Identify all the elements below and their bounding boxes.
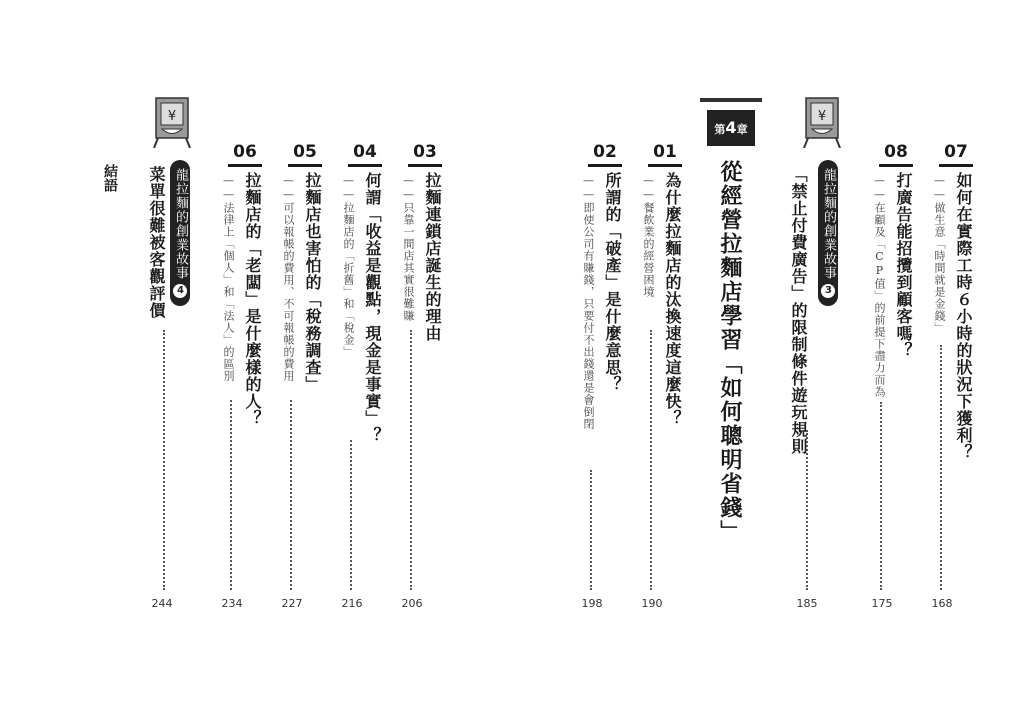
page-number: 190 bbox=[641, 597, 663, 610]
entry-title[interactable]: 何謂「收益是觀點，現金是事實」？ bbox=[363, 172, 382, 444]
entry-subtitle: ——可以報帳的費用、不可報帳的費用 bbox=[282, 174, 295, 382]
story-title[interactable]: 菜單很難被客觀評價 bbox=[147, 166, 166, 319]
story-label-pill bbox=[818, 160, 838, 306]
entry-subtitle: ——拉麵店的「折舊」和「稅金」 bbox=[342, 174, 355, 358]
entry-title[interactable]: 所謂的「破產」是什麼意思？ bbox=[603, 172, 622, 393]
entry-number: 01 bbox=[653, 142, 677, 162]
entry-subtitle: ——只靠一間店其實很難賺 bbox=[402, 174, 415, 322]
entry-rule bbox=[348, 164, 382, 167]
entry-rule bbox=[588, 164, 622, 167]
entry-title[interactable]: 拉麵店的「老闆」是什麼樣的人？ bbox=[243, 172, 262, 427]
entry-subtitle: ——即使公司有賺錢，只要付不出錢還是會倒閉 bbox=[582, 174, 595, 430]
entry-title[interactable]: 為什麼拉麵店的汰換速度這麼快？ bbox=[663, 172, 682, 427]
chapter-box bbox=[707, 110, 755, 146]
leader-dots bbox=[650, 330, 652, 590]
chapter-box-prefix: 第 bbox=[714, 123, 726, 136]
page-number: 206 bbox=[401, 597, 423, 610]
leader-dots bbox=[590, 470, 592, 590]
entry-number: 03 bbox=[413, 142, 437, 162]
leader-dots bbox=[230, 400, 232, 590]
entry-title[interactable]: 拉麵連鎖店誕生的理由 bbox=[423, 172, 442, 342]
entry-title[interactable]: 如何在實際工時６小時的狀況下獲利？ bbox=[954, 172, 973, 461]
entry-number: 07 bbox=[944, 142, 968, 162]
entry-number: 04 bbox=[353, 142, 377, 162]
entry-subtitle: ——在顧及「CP值」的前提下盡力而為 bbox=[873, 174, 886, 398]
story-label-pill bbox=[170, 160, 190, 306]
page-number: 216 bbox=[341, 597, 363, 610]
leader-dots bbox=[350, 440, 352, 590]
page-number: 185 bbox=[796, 597, 818, 610]
leader-dots bbox=[880, 402, 882, 590]
leader-dots bbox=[163, 330, 165, 590]
page-number: 168 bbox=[931, 597, 953, 610]
svg-text:¥: ¥ bbox=[167, 109, 177, 124]
story-label: 龍拉麵的創業故事 bbox=[173, 168, 188, 280]
page-number: 198 bbox=[581, 597, 603, 610]
page-number: 244 bbox=[151, 597, 173, 610]
entry-subtitle: ——做生意「時間就是金錢」 bbox=[933, 174, 946, 334]
leader-dots bbox=[940, 345, 942, 590]
entry-number: 02 bbox=[593, 142, 617, 162]
chapter-box-num: 4 bbox=[725, 118, 737, 137]
story-label: 龍拉麵的創業故事 bbox=[821, 168, 836, 280]
entry-number: 06 bbox=[233, 142, 257, 162]
page-number: 227 bbox=[281, 597, 303, 610]
story-title[interactable]: 「禁止付費廣告」的限制條件遊玩規則 bbox=[789, 166, 808, 455]
entry-rule bbox=[408, 164, 442, 167]
entry-rule bbox=[288, 164, 322, 167]
chapter-box-rod bbox=[700, 98, 762, 102]
leader-dots bbox=[806, 430, 808, 590]
page-number: 175 bbox=[871, 597, 893, 610]
page-number: 234 bbox=[221, 597, 243, 610]
entry-subtitle: ——餐飲業的經營困境 bbox=[642, 174, 655, 298]
leader-dots bbox=[410, 330, 412, 590]
entry-rule bbox=[648, 164, 682, 167]
epilogue-heading[interactable]: 結語 bbox=[102, 164, 118, 192]
entry-number: 08 bbox=[884, 142, 908, 162]
entry-number: 05 bbox=[293, 142, 317, 162]
entry-rule bbox=[228, 164, 262, 167]
entry-rule bbox=[939, 164, 973, 167]
leader-dots bbox=[290, 400, 292, 590]
entry-subtitle: ——法律上「個人」和「法人」的區別 bbox=[222, 174, 235, 382]
entry-title[interactable]: 打廣告能招攬到顧客嗎？ bbox=[894, 172, 913, 359]
entry-title[interactable]: 拉麵店也害怕的「稅務調查」 bbox=[303, 172, 322, 393]
story-badge: 4 bbox=[175, 285, 186, 297]
story-badge: 3 bbox=[823, 285, 834, 297]
ramen-sign-icon bbox=[152, 96, 192, 152]
svg-text:¥: ¥ bbox=[817, 109, 827, 124]
ramen-sign-icon bbox=[802, 96, 842, 152]
chapter-title[interactable]: 從經營拉麵店學習「如何聰明省錢」 bbox=[717, 160, 742, 544]
chapter-box-suffix: 章 bbox=[736, 123, 748, 136]
entry-rule bbox=[879, 164, 913, 167]
